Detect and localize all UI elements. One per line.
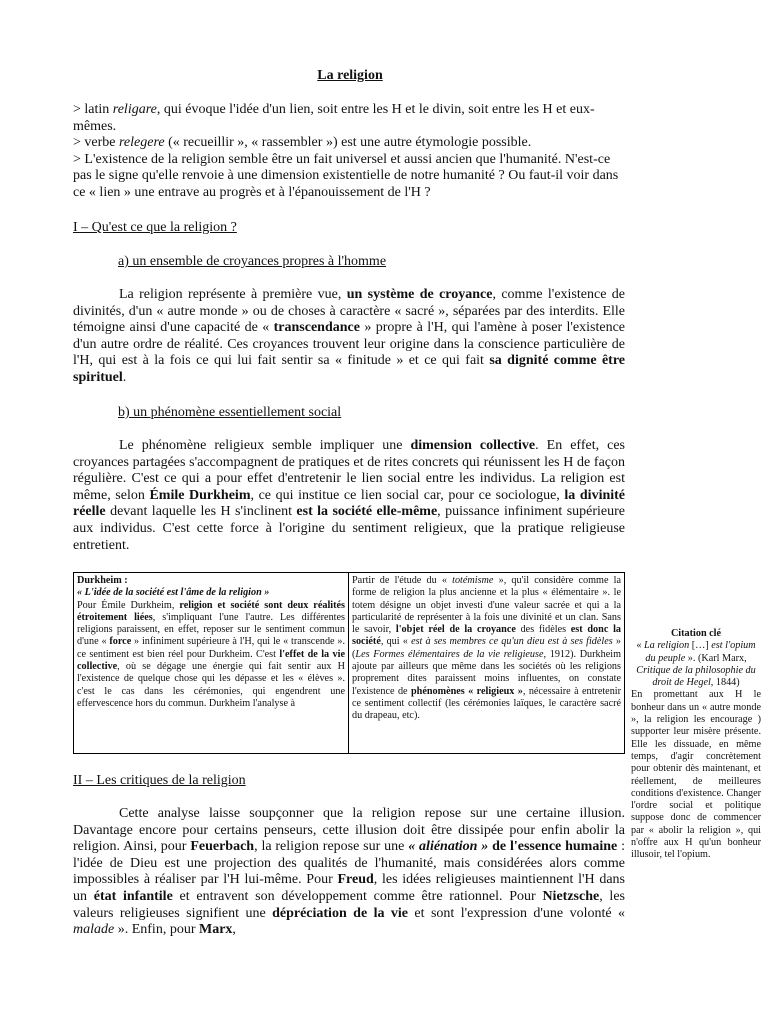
sidebar-heading: Citation clé [670,628,722,639]
intro-etymology-2: > verbe relegere (« recueillir », « rassembler ») est une autre étymologie possible. [73,135,532,151]
intro-problem: > L'existence de la religion semble être un fait universel et aussi ancien que l'humanité. N'est-ce pas le signe qu'elle renvoie à une dimension existentielle de notre humanité ? Ou faut-il voir dans ce « lien » une entrave au progrès et à l'épanouissement de l'H ? [73,151,619,200]
section-2-heading: II – Les critiques de la religion [73,773,246,788]
durkheim-box [73,572,625,754]
box-quote: « L'idée de la société est l'âme de la religion » [77,587,270,599]
durkheim-box-left [74,573,349,753]
page-title: La religion [317,68,383,83]
box-left-text: Pour Émile Durkheim, religion et société sont deux réalités étroitement liées, s'impliquant l'une l'autre. Les différentes religions paraissent, en effet, reposer sur le sentiment commun d'une « force » infiniment supérieure à l'H, qui le « transcende ». ce sentiment est bien réel pour Durkheim. C'est l'effet de la vie collective, où se dégage une énergie qui fait sentir aux H l'existence de quelque chose qui les dépasse et les « élèves ». c'est le cas dans les cérémonies, qui engendrent une effervescence hors du commun. Durkheim l'analyse à [77,599,346,709]
section-1-heading: I – Qu'est ce que la religion ? [73,220,237,235]
box-right-text: Partir de l'étude du « totémisme », qu'il considère comme la forme de religion la plus ancienne et la plus « élémentaire ». le totem désigne un objet investi d'une valeur sacrée et qui a la particularité de représenter à la fois une divinité et un clan. Sans le savoir, l'objet réel de la croyance des fidèles est donc la société, qui « est à ses membres ce qu'un dieu est à ses fidèles » (Les Formes élémentaires de la vie religieuse, 1912). Durkheim ajoute par ailleurs que même dans les sociétés où les religions proprement dites paraissent moins influentes, on constate l'existence de phénomènes « religieux », nécessaire à entretenir ce sentiment collectif (les cérémonies laïques, le caractère sacré du drapeau, etc). [352,575,622,722]
paragraph-croyances: La religion représente à première vue, un système de croyance, comme l'existence de divinités, d'un « autre monde » ou de choses à caractère « sacré », séparées par des interdits. Elle témoigne ainsi d'une capacité de « transcendance » propre à l'H, qui l'amène à poser l'existence d'un autre ordre de réalité. Ces croyances trouvent leur origine dans la conscience particulière de l'H, qui est à la fois ce qui lui fait sentir sa « finitude » et ce qui fait sa dignité comme être spirituel. [73,287,626,385]
subsection-b-heading: b) un phénomène essentiellement social [118,405,342,420]
intro-etymology-1: > latin religare, qui évoque l'idée d'un lien, soit entre les H et le divin, soit entre les H et eux-mêmes. [73,102,595,134]
paragraph-social: Le phénomène religieux semble impliquer une dimension collective. En effet, ces croyances partagées s'accompagnent de pratiques et de rites concrets qui réunissent les H de façon régulière. C'est ce qui a pour effet d'entretenir le lien social entre les individus. La religion est même, selon Émile Durkheim, ce qui institue ce lien social car, pour ce sociologue, la divinité réelle devant laquelle les H s'inclinent est la société elle-même, puissance infiniment supérieure aux individus. C'est cette force à l'origine du sentiment religieux, que la pratique religieuse entretient. [73,438,626,553]
paragraph-critiques: Cette analyse laisse soupçonner que la religion repose sur une certaine illusion. Davantage encore pour certains penseurs, cette illusion doit être dissipée pour enfin abolir la religion. Ainsi, pour Feuerbach, la religion repose sur une « aliénation » de l'essence humaine : l'idée de Dieu est une projection des qualités de l'humanité, mais considérées alors comme impossibles à réaliser par l'H lui-même. Pour Freud, les idées religieuses maintiennent l'H dans un état infantile et entravent son développement comme être rationnel. Pour Nietzsche, les valeurs religieuses signifient une dépréciation de la vie et sont l'expression d'une volonté « malade ». Enfin, pour Marx, [73,806,625,938]
sidebar-quote: « La religion […] est l'opium du peuple ». (Karl Marx, Critique de la philosophie du droit de Hegel, 1844) [636,640,756,689]
introduction [73,102,625,202]
box-author: Durkheim : [77,575,128,586]
sidebar-citation [631,628,761,862]
durkheim-box-right [349,573,624,753]
subsection-a-heading: a) un ensemble de croyances propres à l'homme [118,254,387,269]
sidebar-body: En promettant aux H le bonheur dans un « autre monde », la religion les encourage ) supporter leur misère présente. Elle les dissuade, en même temps, d'agir concrètement pour obtenir dès maintenant, et réellement, de meilleures conditions d'existence. Changer l'ordre social et politique suppose donc de commencer par « abolir la religion », qui n'offre aux H qu'un bonheur illusoir, tel l'opium. [631,689,761,861]
